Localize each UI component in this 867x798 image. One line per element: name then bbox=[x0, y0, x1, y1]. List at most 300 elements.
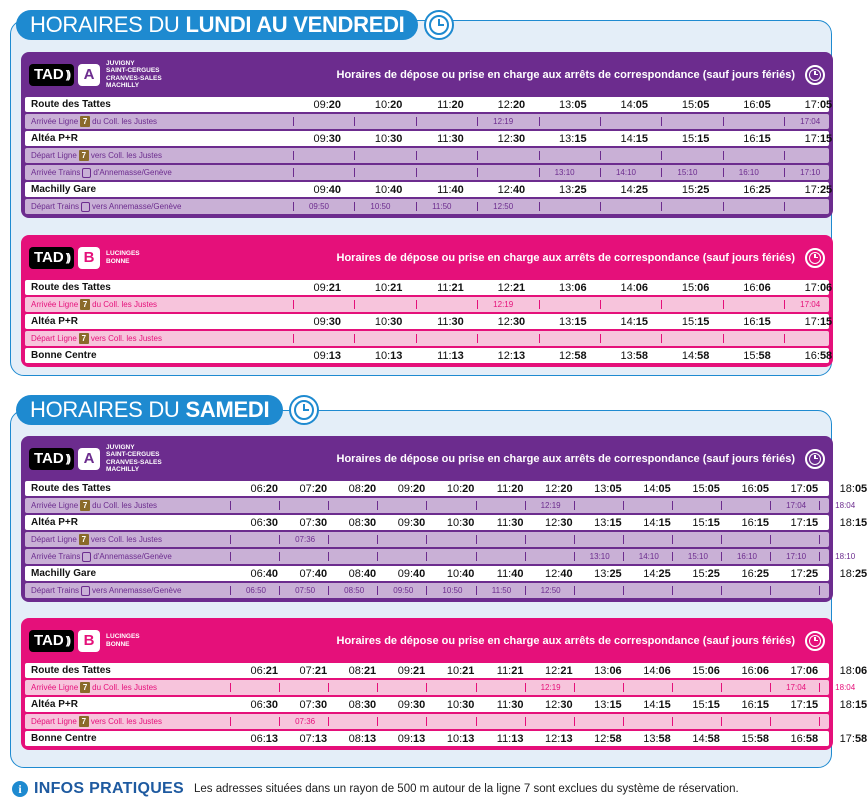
time-cell: 14:10 bbox=[615, 168, 637, 177]
time-hours: 10: bbox=[374, 281, 391, 294]
time-cell bbox=[600, 350, 648, 362]
column-divider bbox=[770, 501, 771, 510]
time-minutes: 13 bbox=[328, 349, 341, 362]
column-divider bbox=[600, 202, 601, 211]
time-minutes: 15 bbox=[609, 698, 622, 711]
time-minutes: 05 bbox=[658, 482, 671, 495]
column-divider bbox=[723, 117, 724, 126]
time-cell: 10:50 bbox=[442, 586, 463, 595]
row-label-suffix: d'Annemasse/Genève bbox=[93, 168, 172, 177]
time-hours: 12: bbox=[497, 349, 513, 362]
time-minutes: 06 bbox=[635, 281, 648, 294]
time-cell: 12:19 bbox=[493, 300, 514, 309]
time-minutes: 30 bbox=[462, 698, 475, 711]
time-minutes: 25 bbox=[658, 567, 671, 580]
time-minutes: 40 bbox=[363, 567, 377, 580]
stop-row bbox=[25, 182, 833, 197]
column-divider bbox=[623, 535, 624, 544]
time-cell bbox=[661, 184, 709, 196]
commune-name: MACHILLY bbox=[106, 82, 140, 89]
time-minutes: 06 bbox=[609, 664, 622, 677]
column-divider bbox=[230, 586, 231, 595]
time-hours: 16: bbox=[743, 315, 759, 328]
time-minutes: 13 bbox=[363, 732, 377, 745]
connection-row bbox=[25, 498, 856, 513]
tad-badge bbox=[29, 630, 74, 652]
time-cell bbox=[770, 483, 818, 495]
time-cell bbox=[416, 282, 464, 294]
time-minutes: 05 bbox=[756, 482, 769, 495]
time-hours: 09: bbox=[397, 664, 414, 677]
column-divider bbox=[426, 535, 427, 544]
time-hours: 15: bbox=[681, 132, 698, 145]
time-minutes: 21 bbox=[265, 664, 278, 677]
time-hours: 13: bbox=[559, 183, 575, 196]
time-hours: 11: bbox=[437, 349, 452, 362]
time-hours: 14: bbox=[692, 732, 708, 745]
time-minutes: 20 bbox=[314, 482, 328, 495]
time-cell bbox=[819, 517, 867, 529]
time-hours: 15: bbox=[681, 281, 698, 294]
card-header bbox=[25, 436, 829, 481]
time-cell bbox=[354, 133, 402, 145]
column-divider bbox=[723, 151, 724, 160]
time-hours: 11: bbox=[496, 732, 512, 745]
time-minutes: 30 bbox=[363, 516, 377, 529]
line-7-icon: 7 bbox=[79, 333, 89, 344]
clock-icon bbox=[424, 10, 454, 40]
column-divider bbox=[293, 168, 294, 177]
stop-row bbox=[25, 97, 833, 112]
row-label bbox=[31, 716, 162, 727]
time-cell bbox=[525, 665, 573, 677]
time-cell bbox=[279, 517, 327, 529]
time-cell bbox=[230, 699, 278, 711]
time-cell bbox=[293, 316, 341, 328]
signal-icon: )) bbox=[65, 452, 70, 465]
time-cell: 12:50 bbox=[493, 202, 514, 211]
time-minutes: 06 bbox=[758, 281, 771, 294]
column-divider bbox=[672, 535, 673, 544]
time-minutes: 30 bbox=[560, 516, 573, 529]
time-cell bbox=[328, 699, 376, 711]
time-minutes: 25 bbox=[574, 183, 587, 196]
time-hours: 10: bbox=[446, 567, 463, 580]
time-hours: 10: bbox=[446, 664, 463, 677]
line-letter: B bbox=[78, 630, 100, 652]
time-hours: 15: bbox=[692, 698, 708, 711]
column-divider bbox=[574, 535, 575, 544]
time-minutes: 13 bbox=[512, 349, 526, 362]
time-cell: 15:10 bbox=[677, 168, 698, 177]
time-cell bbox=[723, 99, 771, 111]
card-tad-b-saturday bbox=[21, 618, 867, 750]
row-label-text: Départ Trains bbox=[31, 202, 80, 211]
time-cell: 07:36 bbox=[295, 717, 316, 726]
time-cell bbox=[426, 568, 474, 580]
row-label bbox=[31, 150, 162, 161]
time-hours: 14: bbox=[681, 349, 698, 362]
time-cell bbox=[293, 99, 341, 111]
time-cell: 17:10 bbox=[800, 168, 821, 177]
row-label bbox=[31, 483, 111, 494]
time-cell: 07:36 bbox=[295, 535, 316, 544]
line-7-icon: 7 bbox=[79, 534, 89, 545]
time-hours: 11: bbox=[437, 315, 452, 328]
time-minutes: 13 bbox=[314, 732, 328, 745]
column-divider bbox=[328, 552, 329, 561]
commune-name: BONNE bbox=[106, 640, 130, 648]
row-label bbox=[31, 333, 162, 344]
row-label bbox=[31, 568, 96, 579]
time-cell bbox=[477, 184, 525, 196]
time-cell bbox=[477, 133, 525, 145]
time-cell bbox=[661, 133, 709, 145]
time-minutes: 30 bbox=[328, 315, 341, 328]
column-divider bbox=[293, 334, 294, 343]
column-divider bbox=[476, 552, 477, 561]
connection-row bbox=[25, 165, 829, 180]
time-cell bbox=[784, 316, 832, 328]
commune-name: JUVIGNY bbox=[106, 443, 135, 451]
time-cell bbox=[600, 99, 648, 111]
signal-icon: )) bbox=[65, 68, 70, 81]
column-divider bbox=[525, 717, 526, 726]
stop-row bbox=[25, 566, 867, 581]
time-hours: 15: bbox=[692, 567, 708, 580]
column-divider bbox=[784, 151, 785, 160]
row-label-suffix: vers Coll. les Justes bbox=[90, 717, 162, 726]
row-label-suffix: d'Annemasse/Genève bbox=[93, 552, 172, 561]
column-divider bbox=[477, 300, 478, 309]
time-cell bbox=[377, 665, 425, 677]
column-divider bbox=[623, 586, 624, 595]
time-minutes: 25 bbox=[756, 567, 769, 580]
time-cell: 15:10 bbox=[687, 552, 708, 561]
card-header bbox=[25, 235, 829, 280]
communes-list bbox=[106, 250, 186, 265]
time-hours: 17: bbox=[790, 567, 806, 580]
time-cell bbox=[476, 517, 524, 529]
time-minutes: 30 bbox=[363, 698, 377, 711]
column-divider bbox=[279, 586, 280, 595]
column-divider bbox=[661, 168, 662, 177]
column-divider bbox=[328, 683, 329, 692]
time-cell: 12:19 bbox=[493, 117, 514, 126]
stop-row bbox=[25, 515, 867, 530]
card-title: Horaires de dépose ou prise en charge aux arrêts de correspondance (sauf jours fériés) bbox=[336, 68, 795, 81]
time-cell bbox=[230, 733, 278, 745]
time-cell: 17:04 bbox=[800, 300, 821, 309]
time-hours: 16: bbox=[741, 698, 757, 711]
time-hours: 13: bbox=[559, 315, 575, 328]
column-divider bbox=[600, 334, 601, 343]
column-divider bbox=[600, 117, 601, 126]
title-light: HORAIRES DU bbox=[30, 397, 180, 422]
time-cell bbox=[784, 350, 832, 362]
train-icon bbox=[81, 586, 90, 596]
time-hours: 15: bbox=[692, 516, 708, 529]
column-divider bbox=[661, 117, 662, 126]
time-cell bbox=[416, 350, 464, 362]
column-divider bbox=[377, 501, 378, 510]
time-minutes: 05 bbox=[819, 98, 833, 111]
stop-row bbox=[25, 131, 833, 146]
time-cell: 09:50 bbox=[308, 202, 330, 211]
time-cell bbox=[721, 699, 769, 711]
column-divider bbox=[661, 202, 662, 211]
row-label bbox=[31, 350, 97, 361]
time-minutes: 21 bbox=[451, 281, 464, 294]
time-minutes: 58 bbox=[819, 349, 833, 362]
time-minutes: 15 bbox=[805, 698, 819, 711]
column-divider bbox=[770, 535, 771, 544]
row-label-suffix: vers Coll. les Justes bbox=[90, 535, 162, 544]
time-hours: 13: bbox=[559, 98, 575, 111]
time-minutes: 21 bbox=[328, 281, 341, 294]
time-minutes: 21 bbox=[462, 664, 475, 677]
time-cell bbox=[539, 316, 587, 328]
time-hours: 17: bbox=[790, 516, 806, 529]
schedule-rows bbox=[25, 280, 833, 363]
time-hours: 08: bbox=[348, 698, 364, 711]
time-minutes: 13 bbox=[462, 732, 475, 745]
time-cell bbox=[672, 665, 720, 677]
time-cell bbox=[819, 699, 867, 711]
card-title: Horaires de dépose ou prise en charge aux arrêts de correspondance (sauf jours fériés) bbox=[336, 634, 795, 647]
commune-name: SAINT-CERGUES bbox=[106, 67, 160, 74]
time-cell bbox=[426, 483, 474, 495]
time-cell bbox=[525, 517, 573, 529]
time-minutes: 13 bbox=[511, 732, 524, 745]
time-minutes: 15 bbox=[756, 516, 769, 529]
info-icon: i bbox=[12, 781, 28, 797]
row-label bbox=[31, 665, 111, 676]
column-divider bbox=[661, 300, 662, 309]
time-minutes: 25 bbox=[707, 567, 720, 580]
time-cell bbox=[661, 282, 709, 294]
tad-label: TAD bbox=[34, 450, 64, 467]
commune-name: JUVIGNY bbox=[106, 59, 135, 67]
stop-row bbox=[25, 731, 867, 746]
time-hours: 17: bbox=[839, 732, 855, 745]
time-cell bbox=[721, 665, 769, 677]
connection-row bbox=[25, 532, 829, 547]
row-label-text: Départ Ligne bbox=[31, 535, 77, 544]
time-hours: 08: bbox=[348, 516, 364, 529]
connection-row bbox=[25, 583, 829, 598]
column-divider bbox=[230, 683, 231, 692]
clock-icon bbox=[805, 65, 825, 85]
time-hours: 07: bbox=[299, 516, 315, 529]
time-hours: 12: bbox=[497, 315, 513, 328]
column-divider bbox=[426, 717, 427, 726]
line-7-icon: 7 bbox=[80, 682, 90, 693]
time-hours: 18: bbox=[839, 664, 855, 677]
row-label-suffix: du Coll. les Justes bbox=[92, 300, 158, 309]
time-hours: 13: bbox=[643, 732, 659, 745]
column-divider bbox=[377, 586, 378, 595]
row-label-suffix: vers Annemasse/Genève bbox=[92, 202, 182, 211]
section-weekday-header bbox=[16, 10, 454, 40]
column-divider bbox=[721, 552, 722, 561]
time-cell bbox=[721, 568, 769, 580]
time-cell: 17:04 bbox=[786, 501, 807, 510]
column-divider bbox=[377, 552, 378, 561]
column-divider bbox=[600, 151, 601, 160]
row-label bbox=[31, 99, 111, 110]
stop-row bbox=[25, 348, 833, 363]
time-cell: 08:50 bbox=[344, 586, 365, 595]
time-minutes: 20 bbox=[560, 482, 573, 495]
time-minutes: 20 bbox=[451, 98, 464, 111]
time-minutes: 25 bbox=[819, 183, 833, 196]
time-hours: 16: bbox=[743, 132, 759, 145]
column-divider bbox=[784, 334, 785, 343]
column-divider bbox=[477, 202, 478, 211]
time-hours: 18: bbox=[839, 482, 855, 495]
time-hours: 09: bbox=[313, 349, 329, 362]
time-cell bbox=[525, 733, 573, 745]
row-label bbox=[31, 733, 97, 744]
time-hours: 12: bbox=[545, 664, 561, 677]
time-cell bbox=[623, 665, 671, 677]
time-cell bbox=[230, 517, 278, 529]
time-minutes: 05 bbox=[805, 482, 819, 495]
column-divider bbox=[672, 717, 673, 726]
row-label-text: Arrivée Ligne bbox=[31, 117, 79, 126]
row-label bbox=[31, 586, 181, 596]
column-divider bbox=[279, 501, 280, 510]
commune-name: CRANVES-SALES bbox=[106, 458, 162, 466]
row-label-text: Route des Tattes bbox=[31, 282, 111, 293]
row-label bbox=[31, 316, 78, 327]
time-cell bbox=[784, 282, 832, 294]
time-cell bbox=[672, 568, 720, 580]
time-hours: 14: bbox=[643, 482, 659, 495]
row-label-suffix: vers Coll. les Justes bbox=[90, 334, 162, 343]
row-label-text: Altéa P+R bbox=[31, 699, 78, 710]
column-divider bbox=[525, 501, 526, 510]
column-divider bbox=[377, 535, 378, 544]
time-cell bbox=[623, 483, 671, 495]
time-hours: 10: bbox=[374, 132, 391, 145]
time-cell bbox=[279, 665, 327, 677]
time-cell bbox=[770, 699, 818, 711]
row-label bbox=[31, 299, 157, 310]
row-label-text: Arrivée Ligne bbox=[31, 300, 79, 309]
tad-label: TAD bbox=[34, 632, 64, 649]
time-hours: 11: bbox=[437, 183, 452, 196]
column-divider bbox=[230, 552, 231, 561]
time-cell bbox=[819, 568, 867, 580]
row-label-text: Départ Ligne bbox=[31, 717, 77, 726]
row-label-text: Arrivée Trains bbox=[31, 168, 81, 177]
time-hours: 15: bbox=[692, 482, 708, 495]
time-hours: 11: bbox=[437, 98, 452, 111]
time-cell bbox=[574, 483, 622, 495]
column-divider bbox=[723, 334, 724, 343]
connection-row bbox=[25, 148, 829, 163]
time-cell bbox=[623, 517, 671, 529]
time-hours: 09: bbox=[397, 482, 414, 495]
time-cell: 09:50 bbox=[393, 586, 414, 595]
time-minutes: 25 bbox=[758, 183, 771, 196]
time-minutes: 05 bbox=[854, 482, 867, 495]
time-minutes: 25 bbox=[697, 183, 710, 196]
time-hours: 12: bbox=[497, 183, 513, 196]
row-label-text: Départ Ligne bbox=[31, 334, 77, 343]
column-divider bbox=[328, 717, 329, 726]
column-divider bbox=[477, 168, 478, 177]
time-minutes: 58 bbox=[805, 732, 819, 745]
time-cell bbox=[672, 483, 720, 495]
time-hours: 07: bbox=[299, 698, 315, 711]
column-divider bbox=[770, 552, 771, 561]
time-cell bbox=[770, 568, 818, 580]
time-minutes: 21 bbox=[512, 281, 526, 294]
column-divider bbox=[279, 717, 280, 726]
train-icon bbox=[82, 552, 91, 562]
communes-list bbox=[106, 444, 186, 474]
time-minutes: 40 bbox=[265, 567, 278, 580]
column-divider bbox=[723, 202, 724, 211]
time-minutes: 58 bbox=[635, 349, 648, 362]
connection-row bbox=[25, 331, 829, 346]
column-divider bbox=[230, 535, 231, 544]
time-hours: 16: bbox=[741, 567, 757, 580]
time-cell: 18:04 bbox=[835, 683, 856, 692]
column-divider bbox=[476, 717, 477, 726]
time-hours: 07: bbox=[299, 732, 315, 745]
line-letter: A bbox=[78, 448, 100, 470]
time-minutes: 06 bbox=[819, 281, 833, 294]
column-divider bbox=[819, 717, 820, 726]
time-minutes: 30 bbox=[413, 516, 426, 529]
time-cell: 18:10 bbox=[835, 552, 856, 561]
column-divider bbox=[574, 683, 575, 692]
time-cell bbox=[723, 316, 771, 328]
time-hours: 16: bbox=[804, 349, 820, 362]
time-hours: 16: bbox=[741, 516, 757, 529]
time-cell bbox=[600, 133, 648, 145]
time-minutes: 21 bbox=[413, 664, 426, 677]
clock-icon bbox=[289, 395, 319, 425]
row-label bbox=[31, 168, 172, 178]
column-divider bbox=[539, 300, 540, 309]
time-cell bbox=[784, 184, 832, 196]
time-cell bbox=[574, 665, 622, 677]
time-minutes: 30 bbox=[390, 315, 403, 328]
tad-label: TAD bbox=[34, 249, 64, 266]
time-cell bbox=[230, 568, 278, 580]
signal-icon: )) bbox=[65, 634, 70, 647]
column-divider bbox=[819, 586, 820, 595]
section-saturday-header bbox=[16, 395, 319, 425]
commune-name: MACHILLY bbox=[106, 466, 140, 473]
column-divider bbox=[672, 683, 673, 692]
time-hours: 09: bbox=[397, 732, 414, 745]
time-minutes: 20 bbox=[413, 482, 426, 495]
column-divider bbox=[574, 586, 575, 595]
column-divider bbox=[721, 535, 722, 544]
time-hours: 12: bbox=[594, 732, 610, 745]
column-divider bbox=[672, 586, 673, 595]
time-cell bbox=[770, 517, 818, 529]
time-minutes: 30 bbox=[328, 132, 341, 145]
time-hours: 12: bbox=[545, 482, 561, 495]
column-divider bbox=[539, 334, 540, 343]
